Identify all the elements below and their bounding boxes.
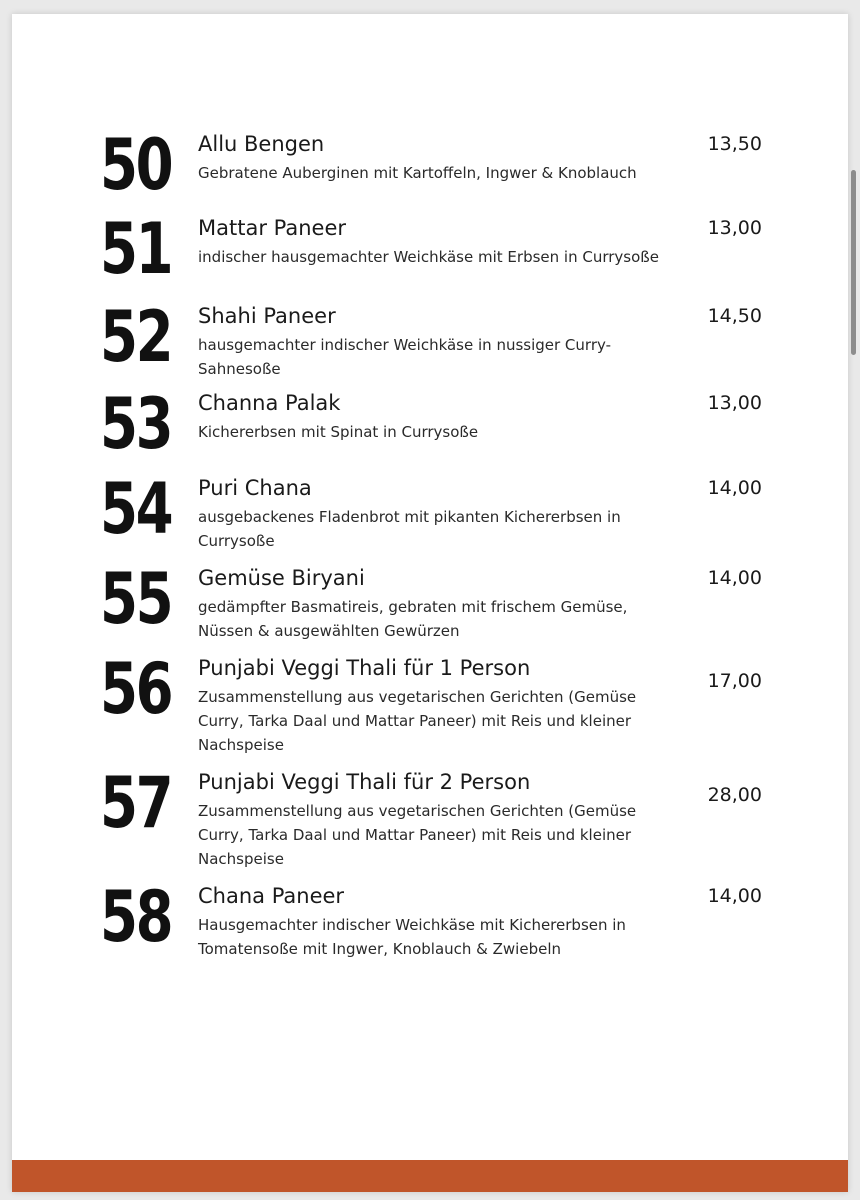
item-name: Mattar Paneer	[198, 216, 347, 240]
item-name: Channa Palak	[198, 391, 341, 415]
item-number: 55	[100, 558, 172, 640]
item-description: Kichererbsen mit Spinat in Currysoße	[198, 423, 479, 441]
item-number: 58	[100, 876, 172, 958]
item-description: gedämpfter Basmatireis, gebraten mit frischem Gemüse, Nüssen & ausgewählten Gewürzen	[198, 598, 628, 640]
item-price: 17,00	[707, 670, 762, 692]
item-description: ausgebackenes Fladenbrot mit pikanten Kichererbsen in Currysoße	[198, 508, 621, 550]
item-description: hausgemachter indischer Weichkäse in nussiger Curry-Sahnesoße	[198, 336, 612, 378]
item-number: 51	[100, 208, 172, 290]
item-name: Puri Chana	[198, 476, 312, 500]
item-price: 14,00	[707, 885, 762, 907]
scrollbar-thumb[interactable]	[851, 170, 856, 355]
item-name: Punjabi Veggi Thali für 2 Person	[198, 770, 531, 794]
item-number: 54	[100, 468, 172, 550]
item-number: 52	[100, 296, 172, 378]
item-price: 13,50	[707, 133, 762, 155]
item-price: 14,00	[707, 567, 762, 589]
item-price: 13,00	[707, 392, 762, 414]
item-name: Chana Paneer	[198, 884, 345, 908]
item-price: 28,00	[707, 784, 762, 806]
item-name: Gemüse Biryani	[198, 566, 365, 590]
item-number: 50	[100, 124, 172, 206]
item-name: Allu Bengen	[198, 132, 325, 156]
item-description: Zusammenstellung aus vegetarischen Gerichten (Gemüse Curry, Tarka Daal und Mattar Paneer) mit Reis und kleiner Nachspeise	[198, 688, 637, 754]
item-number: 56	[100, 648, 172, 730]
item-name: Punjabi Veggi Thali für 1 Person	[198, 656, 531, 680]
item-description: Gebratene Auberginen mit Kartoffeln, Ingwer & Knoblauch	[198, 164, 637, 182]
item-description: Hausgemachter indischer Weichkäse mit Kichererbsen in Tomatensoße mit Ingwer, Knoblauch & Zwiebeln	[198, 916, 626, 958]
item-description: indischer hausgemachter Weichkäse mit Erbsen in Currysoße	[198, 248, 659, 266]
item-name: Shahi Paneer	[198, 304, 336, 328]
item-price: 14,00	[707, 477, 762, 499]
item-price: 13,00	[707, 217, 762, 239]
menu-page	[12, 14, 848, 1192]
item-number: 57	[100, 762, 172, 844]
item-description: Zusammenstellung aus vegetarischen Gerichten (Gemüse Curry, Tarka Daal und Mattar Paneer) mit Reis und kleiner Nachspeise	[198, 802, 637, 868]
item-number: 53	[100, 383, 172, 465]
item-price: 14,50	[707, 305, 762, 327]
footer-accent-bar	[12, 1160, 848, 1192]
